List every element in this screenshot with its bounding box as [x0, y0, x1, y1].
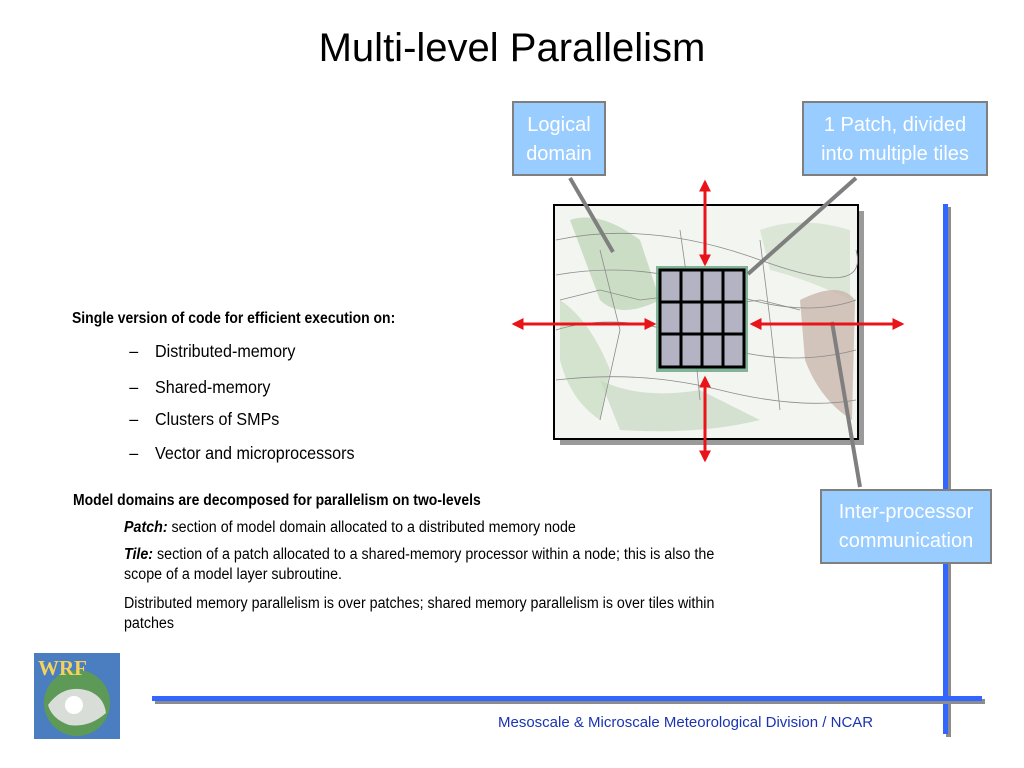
callout-line: Inter-processor	[838, 501, 974, 523]
bullet-dash: –	[129, 409, 139, 429]
callout-line: Logical	[527, 114, 591, 136]
slide-title: Multi-level Parallelism	[318, 26, 706, 70]
parallelism-summary: Distributed memory parallelism is over patches; shared memory parallelism is over tiles within patches	[124, 595, 715, 632]
callout-line: communication	[838, 530, 974, 552]
bullet-item	[129, 341, 296, 362]
bullet-text: Distributed-memory	[155, 341, 296, 361]
bullet-text: Clusters of SMPs	[155, 409, 280, 429]
patch-term: Patch:	[124, 519, 168, 536]
tile-term: Tile:	[124, 546, 154, 563]
bullet-dash: –	[129, 443, 139, 463]
callout-logical-domain	[512, 101, 606, 176]
tile-text: section of a patch allocated to a shared-memory processor within a node; this is also the scope of a model layer subroutine.	[124, 546, 715, 583]
bullet-text: Vector and microprocessors	[155, 443, 355, 463]
callout-line: into multiple tiles	[821, 143, 969, 165]
callout-line: domain	[526, 143, 592, 165]
wrf-logo-text: WRF	[38, 656, 87, 680]
footer-org-name: Mesoscale & Microscale Meteorological Division / NCAR	[498, 714, 874, 731]
horizontal-rule	[152, 696, 982, 701]
tile-definition	[124, 545, 750, 585]
section1-heading: Single version of code for efficient execution on:	[72, 310, 396, 327]
bullet-dash: –	[129, 377, 139, 397]
callout-patch-tiles	[802, 101, 988, 176]
bullet-dash: –	[129, 341, 139, 361]
bullet-item	[129, 377, 271, 398]
bullet-item	[129, 409, 280, 430]
bullet-item	[129, 443, 355, 464]
patch-definition	[124, 518, 750, 538]
wrf-logo	[34, 653, 120, 739]
section2-heading: Model domains are decomposed for parallelism on two-levels	[73, 492, 481, 509]
callout-line: 1 Patch, divided	[823, 114, 967, 136]
vertical-rule	[943, 204, 948, 734]
patch-text: section of model domain allocated to a distributed memory node	[167, 519, 576, 536]
callout-interprocessor	[820, 489, 992, 564]
bullet-text: Shared-memory	[155, 377, 271, 397]
